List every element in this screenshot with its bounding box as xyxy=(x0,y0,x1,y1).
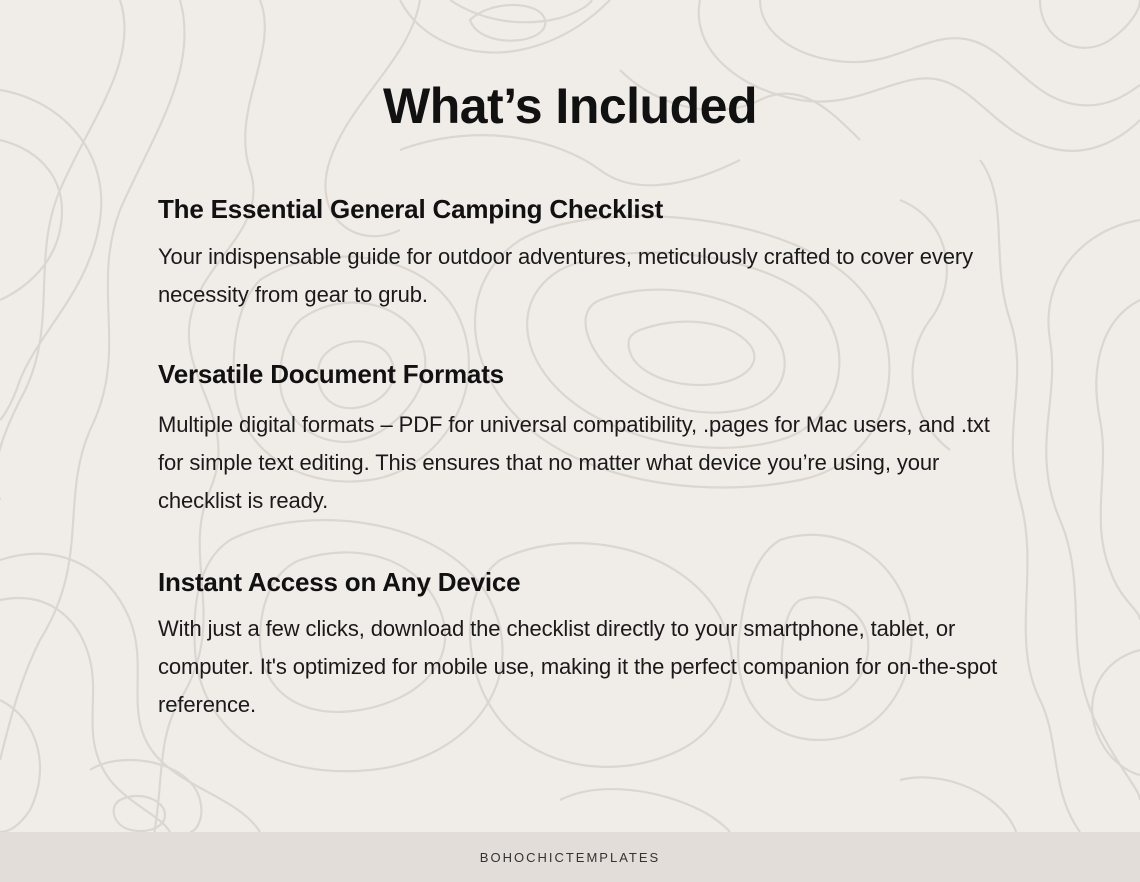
section-heading: Instant Access on Any Device xyxy=(158,567,521,597)
section-heading: The Essential General Camping Checklist xyxy=(158,194,664,224)
section-body: Multiple digital formats – PDF for universal compatibility, .pages for Mac users, and .txt for simple text editing. This ensures that no matter what device you’re using, your checklist is ready. xyxy=(158,412,990,513)
section-body: Your indispensable guide for outdoor adventures, meticulously crafted to cover every necessity from gear to grub. xyxy=(158,244,974,307)
section-camping-checklist xyxy=(158,193,998,314)
section-heading: Versatile Document Formats xyxy=(158,359,504,389)
footer-brand: BOHOCHICTEMPLATES xyxy=(479,849,661,865)
section-instant-access xyxy=(158,566,998,724)
page-title: What’s Included xyxy=(383,78,757,134)
footer-bar xyxy=(0,832,1140,882)
section-body: With just a few clicks, download the checklist directly to your smartphone, tablet, or computer. It's optimized for mobile use, making it the perfect companion for on-the-spot reference. xyxy=(158,616,998,717)
section-document-formats xyxy=(158,358,998,520)
